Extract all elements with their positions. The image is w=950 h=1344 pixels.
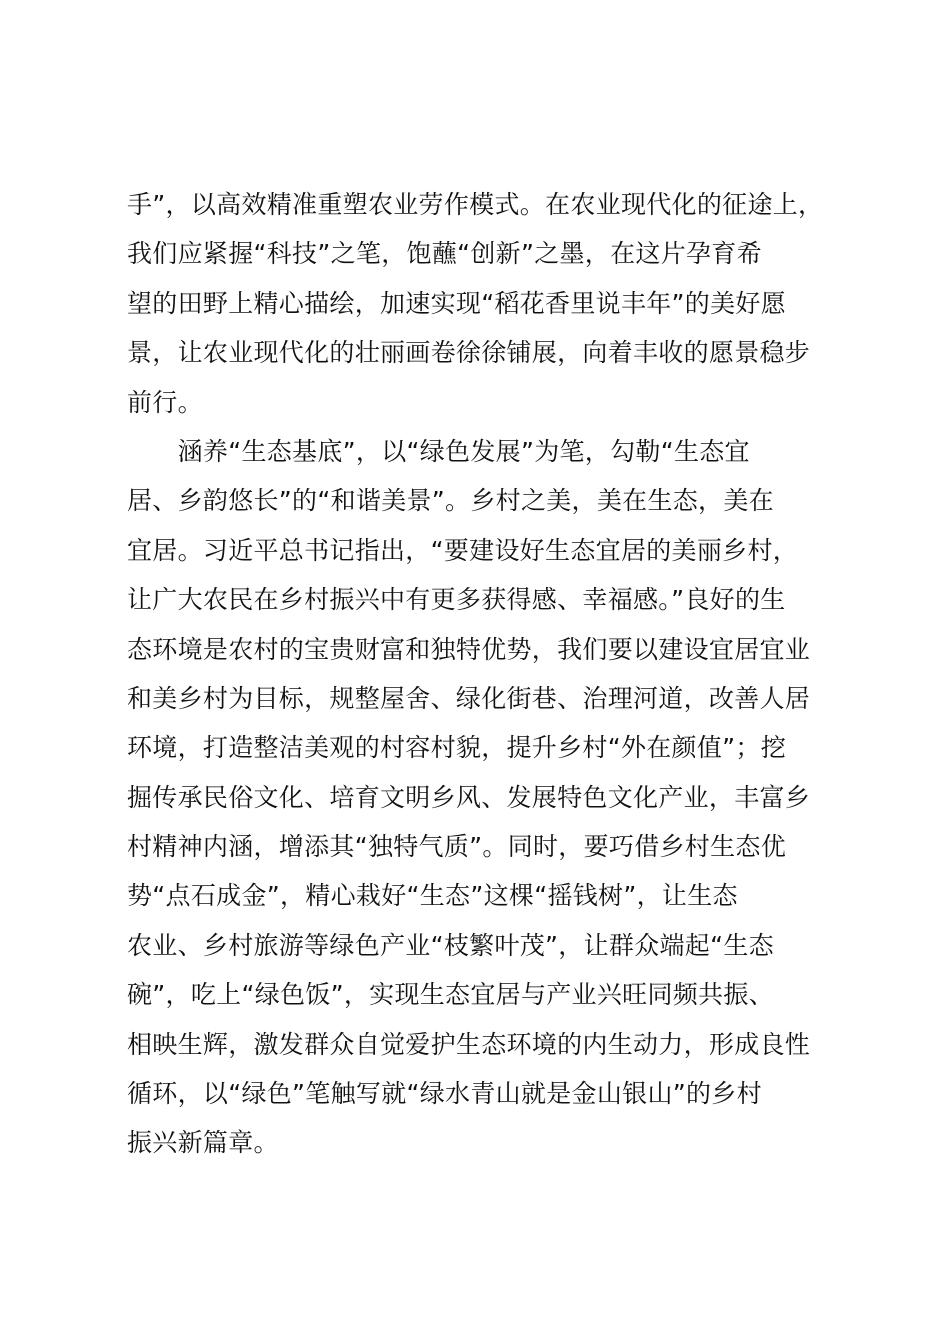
text-line: 我们应紧握“科技”之笔，饱蘸“创新”之墨，在这片孕育希	[127, 239, 762, 269]
text-line: 农业、乡村旅游等绿色产业“枝繁叶茂”，让群众端起“生态	[127, 930, 774, 960]
text-line: 景，让农业现代化的壮丽画卷徐徐铺展，向着丰收的愿景稳步	[127, 338, 811, 368]
text-line: 村精神内涵，增添其“独特气质”。同时，要巧借乡村生态优	[127, 832, 787, 862]
text-line: 和美乡村为目标，规整屋舍、绿化街巷、治理河道，改善人居	[127, 683, 811, 713]
text-line: 势“点石成金”，精心栽好“生态”这棵“摇钱树”，让生态	[127, 881, 738, 911]
text-line: 宜居。习近平总书记指出，“要建设好生态宜居的美丽乡村，	[127, 535, 799, 565]
text-line: 循环，以“绿色”笔触写就“绿水青山就是金山银山”的乡村	[127, 1079, 762, 1109]
text-line: 手”，以高效精准重塑农业劳作模式。在农业现代化的征途上，	[127, 190, 824, 219]
text-line: 居、乡韵悠长”的“和谐美景”。乡村之美，美在生态，美在	[127, 486, 774, 516]
text-line: 相映生辉，激发群众自觉爱护生态环境的内生动力，形成良性	[127, 1029, 811, 1059]
text-line: 涵养“生态基底”，以“绿色发展”为笔，勾勒“生态宜	[127, 436, 750, 466]
text-line: 望的田野上精心描绘，加速实现“稻花香里说丰年”的美好愿	[127, 288, 787, 318]
text-line: 前行。	[127, 387, 203, 417]
text-line: 碗”，吃上“绿色饭”，实现生态宜居与产业兴旺同频共振、	[127, 980, 774, 1010]
text-line: 让广大农民在乡村振兴中有更多获得感、幸福感。”良好的生	[127, 585, 786, 615]
text-line: 态环境是农村的宝贵财富和独特优势，我们要以建设宜居宜业	[127, 634, 811, 664]
text-line: 环境，打造整洁美观的村容村貌，提升乡村“外在颜值”；挖	[127, 733, 787, 763]
body-text	[127, 180, 847, 1168]
text-line: 掘传承民俗文化、培育文明乡风、发展特色文化产业，丰富乡	[127, 782, 811, 812]
text-line: 振兴新篇章。	[127, 1128, 279, 1158]
